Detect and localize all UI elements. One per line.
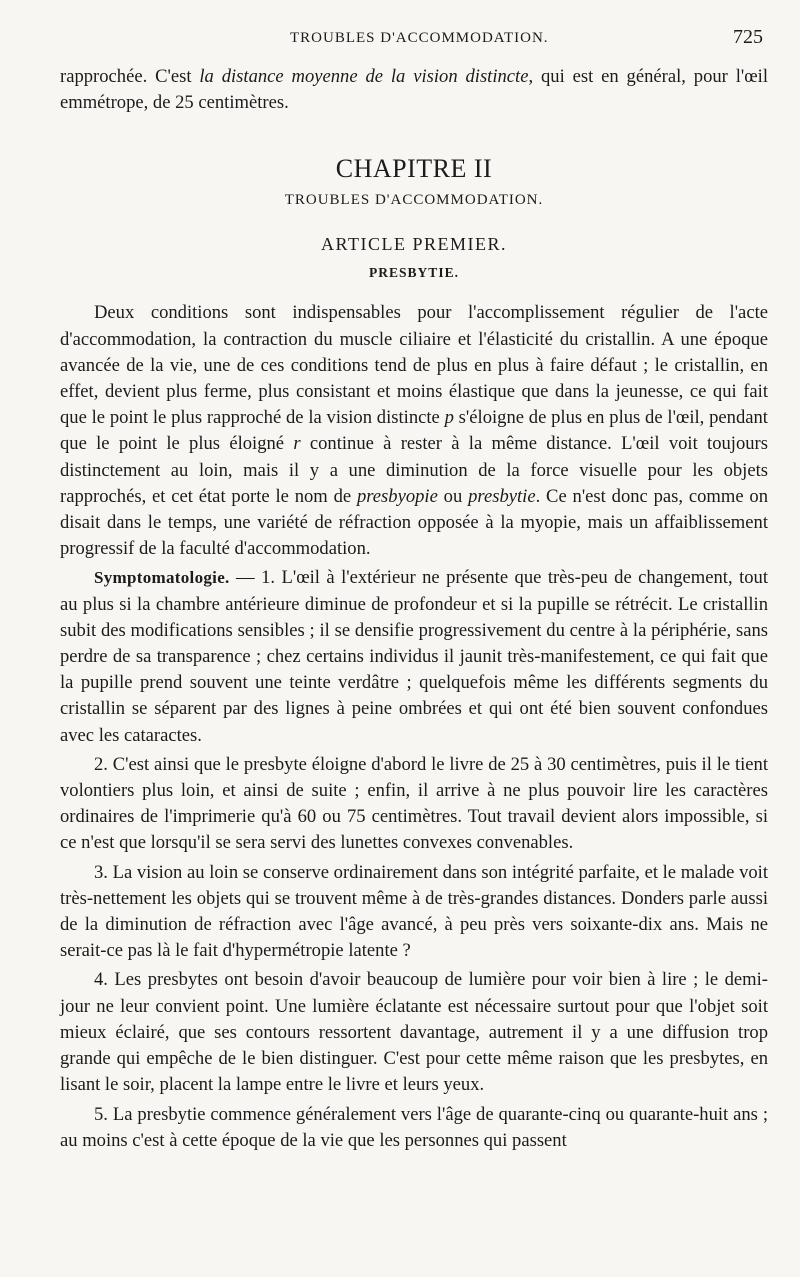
paragraph-4: 4. Les presbytes ont besoin d'avoir beaucoup de lumière pour voir bien à lire ; le demi-jour ne leur convient point. Une lumière éclatante est nécessaire surtout pour que l'objet soit mieux éclairé, que ses contours ressortent davantage, autrement il y a une diffusion trop grande qui empêche de le bien distinguer. C'est pour cette même raison que les presbytes, en lisant le soir, placent la lampe entre le livre et leurs yeux. xyxy=(60,969,768,1096)
opening-italic-phrase: la distance moyenne de la vision distincte xyxy=(199,66,529,87)
intro-text-4: . Ce n'est donc pas, comme on disait dans le temps, une variété de réfraction opposée à la myopie, mais un affaiblissement progressif de la faculté d'accommodation. xyxy=(60,485,769,560)
symptomatologie-lead: Symptomatologie. xyxy=(94,568,230,588)
paragraph-5: 5. La presbytie commence généralement vers l'âge de quarante-cinq ou quarante-huit ans ; au moins c'est à cette époque de la vie que les personnes qui passent xyxy=(60,1103,768,1151)
chapter-subtitle: TROUBLES D'ACCOMMODATION. xyxy=(284,192,544,209)
intro-paragraph xyxy=(60,300,768,562)
symptomatologie-paragraph xyxy=(60,565,768,748)
running-head xyxy=(0,26,800,54)
paragraph-2: 2. C'est ainsi que le presbyte éloigne d'abord le livre de 25 à 30 centimètres, puis il le tient volontiers plus loin, et ainsi de suite ; enfin, il arrive à ne plus pouvoir lire les caractères ordinaires de l'imprimerie qu'à 60 ou 75 centimètres. Tout travail devient alors impossible, si ce n'est que lorsqu'il se sera servi des lunettes convexes convenables. xyxy=(60,753,768,854)
intro-term-presbyopie: presbyopie xyxy=(356,485,438,507)
symptomatologie-text: — 1. L'œil à l'extérieur ne présente que très-peu de changement, tout au plus si la chambre antérieure diminue de profondeur et si la pupille se rétrécit. Le cristallin subit des modifications sensibles ; il se densifie progressivement du centre à la périphérie, sans perdre de sa transparence ; chez certains individus il jaunit très-manifestement, ce qui fait que la pupille prend souvent une teinte verdâtre ; quelquefois même les différents segments du cristallin se séparent par des lignes à peine ombrées et qui ont été bien souvent confondues avec les cataractes. xyxy=(60,567,768,746)
opening-text-end: , qui est en général, pour l'œil emmétrope, de 25 centimètres. xyxy=(60,66,768,114)
running-head-title: TROUBLES D'ACCOMMODATION. xyxy=(290,30,549,46)
opening-text-start: rapprochée. C'est xyxy=(60,66,200,87)
article-heading: ARTICLE PREMIER. xyxy=(321,234,507,255)
page-body xyxy=(60,64,768,1154)
paragraph-3: 3. La vision au loin se conserve ordinairement dans son intégrité parfaite, et le malade voit très-nettement les objets qui se trouvent même à de très-grandes distances. Donders parle aussi de la diminution de réfraction avec l'âge avancé, à peu près vers soixante-dix ans. Mais ne serait-ce pas là le fait d'hypermétropie latente ? xyxy=(60,861,768,962)
intro-text-1: Deux conditions sont indispensables pour l'accomplissement régulier de l'acte d'accommodation, la contraction du muscle ciliaire et l'élasticité du cristallin. A une époque avancée de la vie, une de ces conditions tend de plus en plus à faire défaut ; le cristallin, en effet, devient plus ferme, plus consistant et moins élastique que dans la jeunesse, ce qui fait que le point le plus rapproché de la vision distincte xyxy=(60,302,768,429)
section-title: PRESBYTIE. xyxy=(369,265,459,281)
intro-letter-p: p xyxy=(444,407,454,429)
opening-paragraph xyxy=(60,64,768,116)
intro-letter-r: r xyxy=(293,433,301,455)
intro-text-3: continue à rester à la même distance. L'œil voit toujours distinctement au loin, mais il y a une diminution de la force visuelle pour les objets rapprochés, et cet état porte le nom de xyxy=(60,433,768,507)
intro-term-presbytie: presbytie xyxy=(468,485,536,507)
intro-text-ou: ou xyxy=(437,485,469,507)
chapter-heading: CHAPITRE II xyxy=(335,154,493,184)
intro-text-2: s'éloigne de plus en plus de l'œil, pendant que le point le plus éloigné xyxy=(60,407,768,455)
page-number: 725 xyxy=(733,26,763,48)
